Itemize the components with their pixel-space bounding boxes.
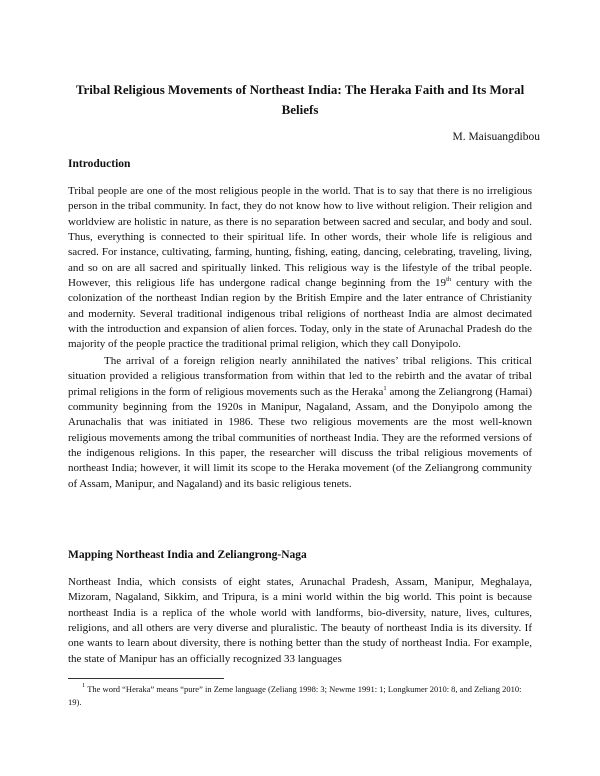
footnote-1: [68, 683, 532, 709]
paper-title: Tribal Religious Movements of Northeast India: The Heraka Faith and Its Moral Beliefs: [75, 82, 525, 117]
author-name: M. Maisuangdibou: [452, 131, 540, 143]
footnote-divider: [68, 678, 224, 679]
paragraph-text: The arrival of a foreign religion nearly annihilated the natives’ tribal religions. This critical situation provided a religious transformation from within that led to the rebirth and the avatar of tribal primal religions in the form of religious movements such as the Heraka: [68, 355, 532, 398]
paragraph-intro-1: [68, 184, 532, 353]
footnote-ref-1[interactable]: 1: [383, 384, 387, 392]
section-heading-mapping: Mapping Northeast India and Zeliangrong-Naga: [68, 549, 307, 561]
paragraph-intro-2: [68, 354, 532, 492]
footnote-text: The word “Heraka” means “pure” in Zeme language (Zeliang 1998: 3; Newme 1991: 1; Longkumer 2010: 8, and Zeliang 2010: 19).: [68, 684, 522, 707]
paragraph-text-cont: century with the colonization of the northeast Indian region by the British Empire and the later entrance of Christianity and modernity. Several traditional indigenous tribal religions of northeast India are almost decimated with the introduction and expansion of alien forces. Today, only in the state of Arunachal Pradesh do the majority of the people practice the traditional primal religion, which they call Donyipolo.: [68, 277, 532, 351]
footnote-marker: 1: [82, 682, 86, 689]
paragraph-text-cont: among the Zeliangrong (Hamai) community beginning from the 1920s in Manipur, Nagaland, Assam, and the Donyipolo among the Arunachalis that was initiated in 1986. These two religious movements are the most well-known religious movements among the tribal communities of northeast India. They are the reformed versions of the indigenous religions. In this paper, the researcher will discuss the tribal religious movements of northeast India; however, it will limit its scope to the Heraka movement (of the Zeliangrong community of Assam, Manipur, and Nagaland) and its basic religious tenets.: [68, 385, 532, 490]
paragraph-text: Tribal people are one of the most religious people in the world. That is to say that there is no irreligious person in the tribal community. In fact, they do not know how to live without religion. Their religion and worldview are holistic in nature, as there is no separation between sacred and secular, and body and soul. Thus, everything is connected to their spiritual life. In other words, their whole life is religious and sacred. For instance, cultivating, farming, hunting, fishing, eating, dancing, celebrating, traveling, living, and so on are all sacred and spiritually linked. This religious way is the lifestyle of the tribal people. However, this religious life has undergone radical change beginning from the 19: [68, 185, 532, 290]
section-heading-introduction: Introduction: [68, 158, 131, 170]
superscript-th: th: [446, 276, 452, 284]
paragraph-mapping-1: Northeast India, which consists of eight states, Arunachal Pradesh, Assam, Manipur, Meghalaya, Mizoram, Nagaland, Sikkim, and Tripura, is a mini world within the big world. This point is because northeast India is a replica of the whole world with landforms, bio-diversity, nature, lives, cultures, religions, and all others are very diverse and pluralistic. The beauty of northeast India is its diversity. If one wants to learn about diversity, there is nothing better than the study of northeast India. For example, the state of Manipur has an officially recognized 33 languages: [68, 576, 532, 665]
